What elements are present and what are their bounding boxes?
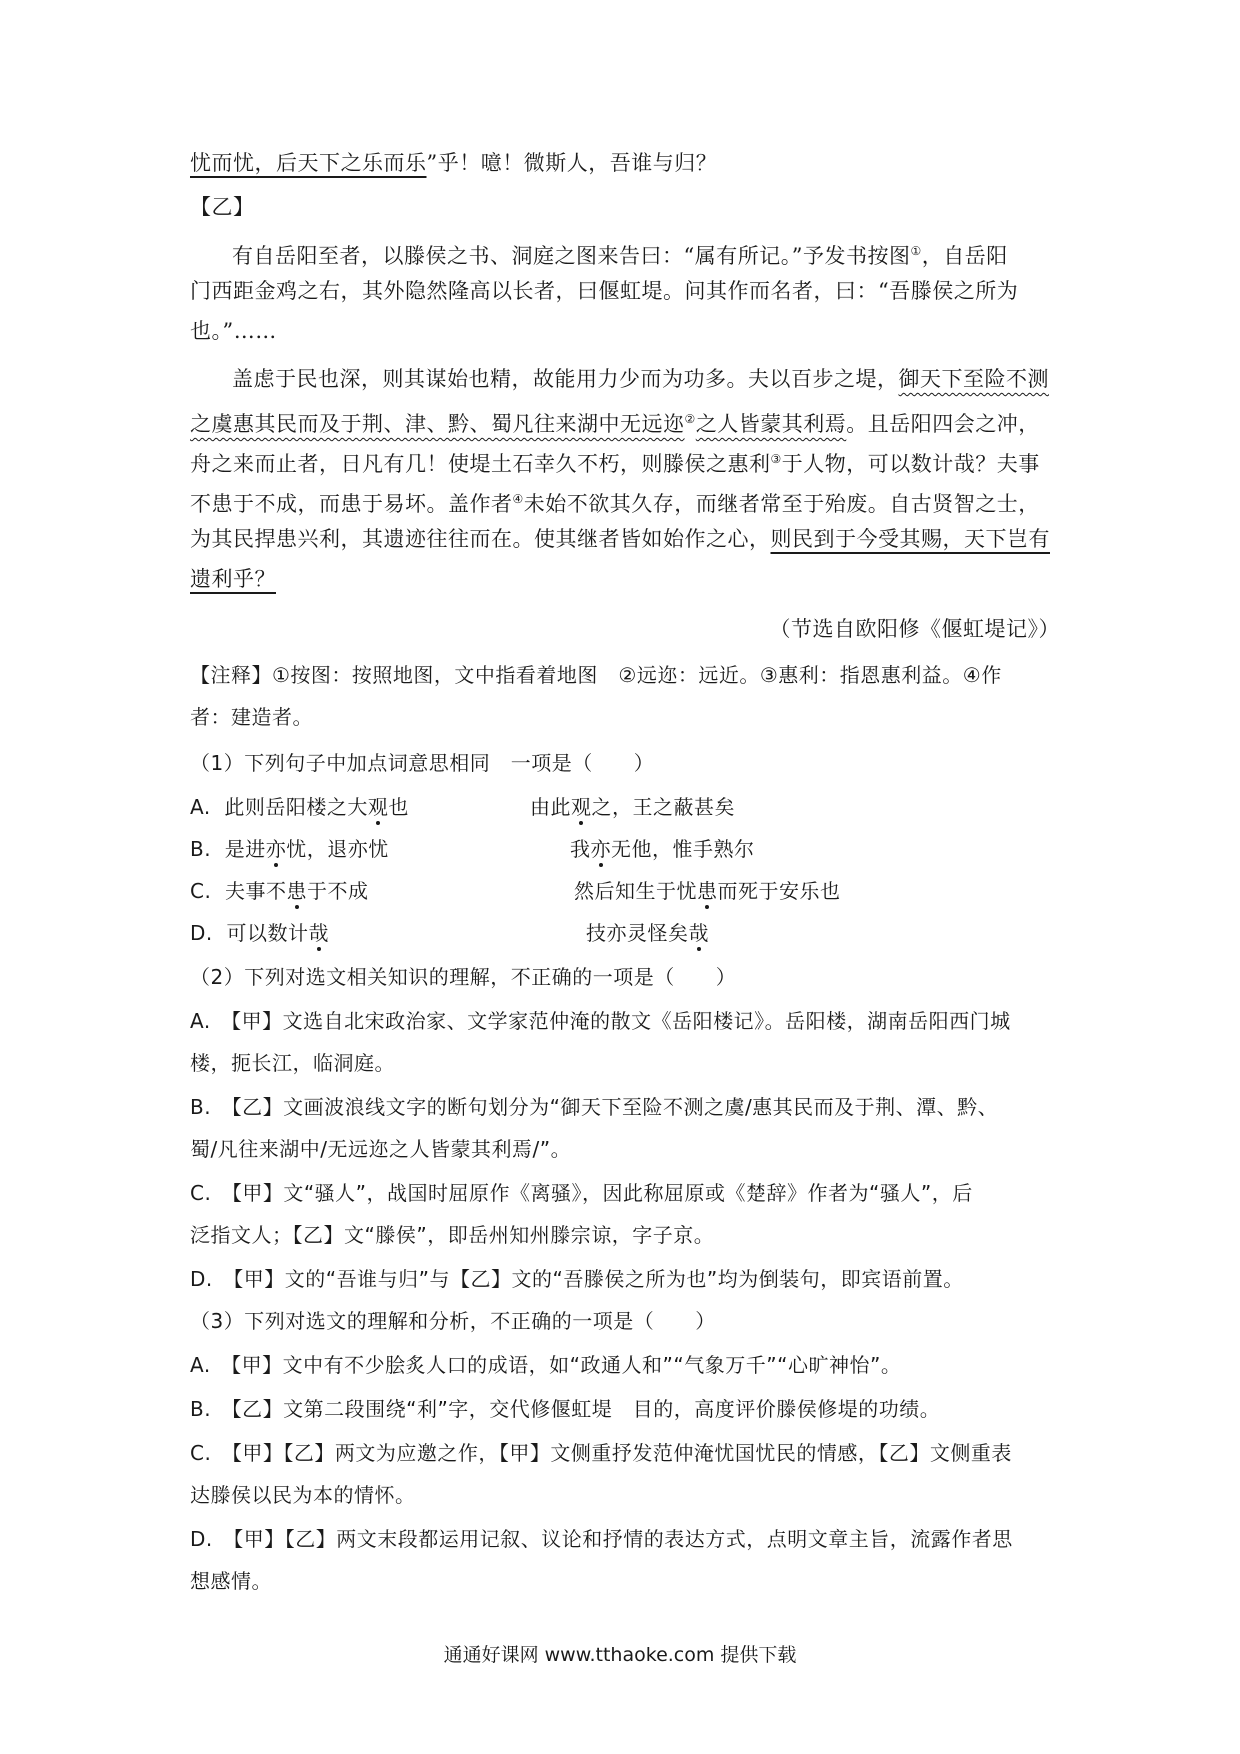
jia-passage-ending: 忧而忧，后天下之乐而乐”乎！噫！微斯人，吾谁与归？ — [190, 151, 718, 175]
footnote-mark: ② — [684, 412, 696, 426]
passage-source: （节选自欧阳修《偃虹堤记》） — [769, 617, 1060, 641]
question-3-option-c-line-2: 达滕侯以民为本的情怀。 — [190, 1483, 416, 1507]
yi-paragraph-1-line-2: 门西距金鸡之右，其外隐然隆高以长者，曰偃虹堤。问其作而名者，曰：“吾滕侯之所为 — [190, 279, 1019, 303]
footnote-mark: ④ — [512, 492, 524, 506]
footnote-mark: ① — [910, 244, 922, 258]
question-3-stem: （3）下列对选文的理解和分析，不正确的一项是（ ） — [190, 1309, 716, 1333]
dotted-word: 哉 — [688, 921, 709, 945]
underlined-sentence: 则民到于今受其赐，天下岂有 — [770, 527, 1050, 551]
yi-section-label: 【乙】 — [190, 195, 255, 219]
yi-paragraph-2-line-6 — [190, 564, 1060, 594]
yi-paragraph-1-line-3: 也。”…… — [190, 319, 277, 343]
yi-paragraph-2-line-2: 之虞惠其民而及于荆、津、黔、蜀凡往来湖中无远迩②之人皆蒙其利焉。且岳阳四会之冲， — [190, 412, 1040, 436]
question-1-option-c: C. 夫事不患于不成 然后知生于忧患而死于安乐也 — [190, 879, 841, 903]
underlined-sentence: 遗利乎？ — [190, 567, 276, 591]
question-2-stem: （2）下列对选文相关知识的理解，不正确的一项是（ ） — [190, 965, 737, 989]
wavy-underlined-text: 之虞惠其民而及于荆、津、黔、蜀凡往来湖中无远迩 — [190, 412, 685, 436]
underlined-sentence: 忧而忧，后天下之乐而乐 — [190, 151, 427, 175]
question-2-option-a-line-2: 楼，扼长江，临洞庭。 — [190, 1051, 395, 1075]
annotation-line-2: 者：建造者。 — [190, 705, 313, 729]
question-3-option-d-line-1: D. 【甲】【乙】两文末段都运用记叙、议论和抒情的表达方式，点明文章主旨，流露作者思 — [190, 1527, 1013, 1551]
yi-paragraph-1-line-1: 有自岳阳至者，以滕侯之书、洞庭之图来告曰：“属有所记。”予发书按图①，自岳阳 — [232, 244, 1008, 268]
annotation-line-1: 【注释】①按图：按照地图，文中指看着地图 ②远迩：远近。③惠利：指恩惠利益。④作 — [190, 663, 1002, 687]
question-1-option-b: B. 是进亦忧，退亦忧 我亦无他，惟手熟尔 — [190, 837, 755, 861]
dotted-word: 患 — [697, 879, 718, 903]
question-3-option-c-line-1: C. 【甲】【乙】两文为应邀之作，【甲】文侧重抒发范仲淹忧国忧民的情感，【乙】文侧重表 — [190, 1441, 1012, 1465]
yi-paragraph-2-line-1: 盖虑于民也深，则其谋始也精，故能用力少而为功多。夫以百步之堤，御天下至险不测 — [232, 367, 1049, 391]
wavy-underlined-text: 御天下至险不测 — [898, 367, 1049, 391]
yi-paragraph-2-line-5: 为其民捍患兴利，其遗迹往往而在。使其继者皆如始作之心，则民到于今受其赐，天下岂有 — [190, 527, 1050, 551]
question-2-option-b-line-2: 蜀/凡往来湖中/无远迩之人皆蒙其利焉/”。 — [190, 1137, 572, 1161]
question-2-option-c-line-1: C. 【甲】文“骚人”，战国时屈原作《离骚》，因此称屈原或《楚辞》作者为“骚人”，后 — [190, 1181, 973, 1205]
question-3-option-d-line-2: 想感情。 — [190, 1569, 272, 1593]
question-2-option-a-line-1: A. 【甲】文选自北宋政治家、文学家范仲淹的散文《岳阳楼记》。岳阳楼，湖南岳阳西门城 — [190, 1009, 1011, 1033]
dotted-word: 亦 — [590, 837, 611, 861]
question-2-option-c-line-2: 泛指文人；【乙】文“滕侯”，即岳州知州滕宗谅，字子京。 — [190, 1223, 715, 1247]
page-footer: 通通好课网 www.tthaoke.com 提供下载 — [443, 1644, 797, 1666]
question-2-option-d: D. 【甲】文的“吾谁与归”与【乙】文的“吾滕侯之所为也”均为倒装句，即宾语前置。 — [190, 1267, 964, 1291]
dotted-word: 观 — [571, 795, 592, 819]
question-2-option-b-line-1: B. 【乙】文画波浪线文字的断句划分为“御天下至险不测之虞/惠其民而及于荆、潭、黔、 — [190, 1095, 999, 1119]
dotted-word: 观 — [367, 795, 389, 819]
question-3-option-b: B. 【乙】文第二段围绕“利”字，交代修偃虹堤 目的，高度评价滕侯修堤的功绩。 — [190, 1397, 941, 1421]
dotted-word: 哉 — [308, 921, 329, 945]
dotted-word: 亦 — [265, 837, 287, 861]
question-3-option-a: A. 【甲】文中有不少脍炙人口的成语，如“政通人和”“气象万千”“心旷神怡”。 — [190, 1353, 902, 1377]
dotted-word: 患 — [286, 879, 308, 903]
yi-paragraph-2-line-4: 不患于不成，而患于易坏。盖作者④未始不欲其久存，而继者常至于殆废。自古贤智之士， — [190, 492, 1040, 516]
question-1-option-d: D. 可以数计哉 技亦灵怪矣哉 — [190, 921, 709, 945]
footnote-mark: ③ — [770, 452, 782, 466]
question-1-option-a: A. 此则岳阳楼之大观也 由此观之，王之蔽甚矣 — [190, 795, 735, 819]
question-1-stem: （1）下列句子中加点词意思相同 一项是（ ） — [190, 751, 655, 775]
yi-paragraph-2-line-3: 舟之来而止者，日凡有几！使堤土石幸久不朽，则滕侯之惠利③于人物，可以数计哉？夫事 — [190, 452, 1040, 476]
